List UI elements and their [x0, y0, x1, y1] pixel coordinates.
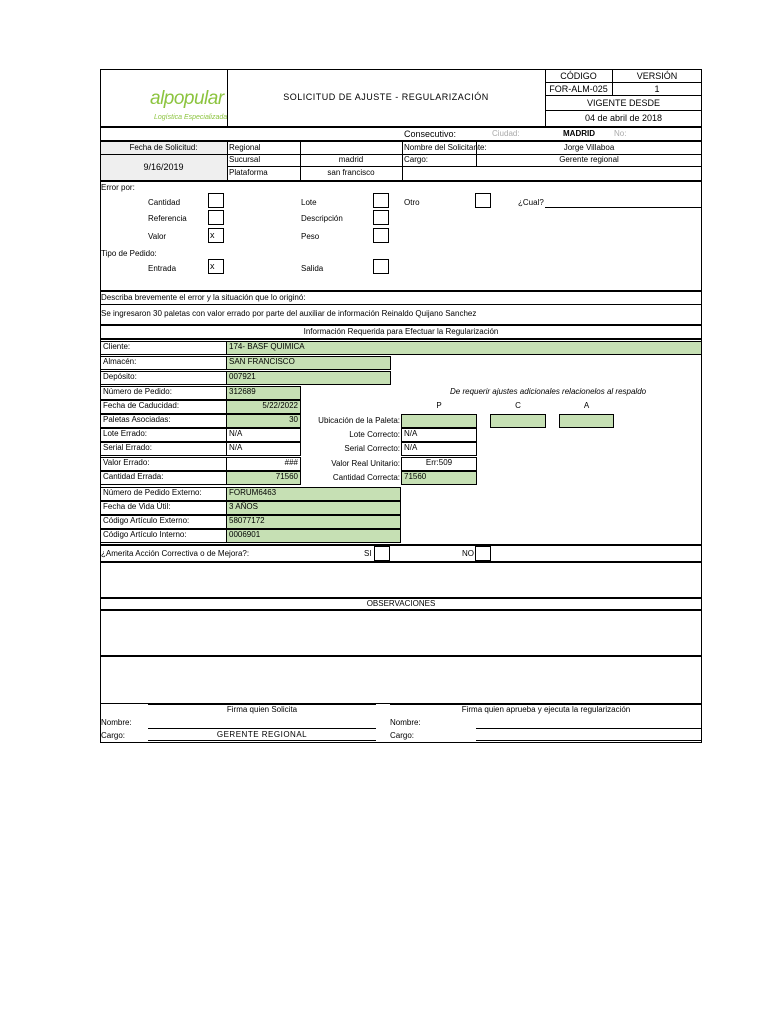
cargo-right-label: Cargo:: [390, 731, 415, 740]
descripcion-label: Descripción: [301, 214, 343, 223]
articulo-interno-value: 0006901: [226, 529, 401, 543]
col-a-header: A: [583, 401, 590, 410]
nombre-right-label: Nombre:: [390, 718, 421, 727]
vida-util-label: Fecha de Vida Útil:: [100, 501, 227, 515]
company-logo: alpopular: [150, 88, 224, 109]
form-title: SOLICITUD DE AJUSTE - REGULARIZACIÓN: [283, 92, 489, 102]
valor-checkbox[interactable]: x: [208, 228, 224, 243]
lote-correcto-label: Lote Correcto:: [349, 430, 400, 439]
nombre-left-line[interactable]: [148, 728, 376, 729]
vida-util-value: 3 AÑOS: [226, 501, 401, 515]
describe-text: Se ingresaron 30 paletas con valor errado por parte del auxiliar de información Reinaldo Quijano Sanchez: [101, 309, 477, 318]
pedido-externo-label: Número de Pedido Externo:: [100, 487, 227, 501]
observaciones-title: OBSERVACIONES: [366, 599, 436, 608]
cual-input-line[interactable]: [545, 207, 701, 208]
accion-no-label: NO: [462, 549, 474, 558]
lote-errado-value: N/A: [226, 428, 301, 442]
firma-solicita-label: Firma quien Solicita: [226, 705, 298, 714]
articulo-externo-value: 58077172: [226, 515, 401, 529]
cargo-value: Gerente regional: [559, 155, 619, 164]
fecha-label: Fecha de Solicitud:: [129, 143, 198, 152]
referencia-checkbox[interactable]: [208, 210, 224, 225]
valor-real-value: Err:509: [401, 457, 477, 471]
otro-checkbox[interactable]: [475, 193, 491, 208]
valor-errado-label: Valor Errado:: [100, 457, 227, 471]
sucursal-label: Sucursal: [229, 155, 261, 164]
serial-errado-value: N/A: [226, 442, 301, 456]
error-section: [100, 181, 702, 291]
observaciones-area[interactable]: [100, 610, 702, 656]
nombre-solicitante-label: Nombre del Solicitante:: [404, 143, 487, 152]
observaciones-area-2[interactable]: [100, 656, 702, 704]
articulo-externo-label: Código Artículo Externo:: [100, 515, 227, 529]
pedido-externo-value: FORUM6463: [226, 487, 401, 501]
salida-label: Salida: [301, 264, 324, 273]
regional-label: Regional: [229, 143, 261, 152]
ubicacion-a-input[interactable]: [559, 414, 614, 428]
ciudad-value: MADRID: [563, 129, 595, 138]
cantidad-correcta-value: 71560: [401, 471, 477, 485]
lote-label: Lote: [301, 198, 317, 207]
referencia-label: Referencia: [148, 214, 187, 223]
paletas-label: Paletas Asociadas:: [100, 414, 227, 428]
serial-errado-label: Serial Errado:: [100, 442, 227, 456]
serial-correcto-value: N/A: [401, 442, 477, 456]
plataforma-label: Plataforma: [229, 168, 268, 177]
pedido-label: Número de Pedido:: [100, 386, 227, 400]
col-c-header: C: [515, 401, 521, 410]
accion-si-label: SI: [364, 549, 372, 558]
nombre-left-label: Nombre:: [101, 718, 132, 727]
col-p-header: P: [436, 401, 442, 410]
cantidad-correcta-label: Cantidad Correcta:: [332, 473, 400, 482]
error-por-label: Error por:: [101, 183, 135, 192]
cantidad-checkbox[interactable]: [208, 193, 224, 208]
vigente-label: VIGENTE DESDE: [586, 98, 660, 108]
entrada-checkbox[interactable]: x: [208, 259, 224, 274]
blank-area: [100, 562, 702, 598]
ajustes-note: De requerir ajustes adicionales relacionelos al respaldo: [450, 387, 647, 396]
entrada-label: Entrada: [148, 264, 177, 273]
nombre-right-line[interactable]: [476, 728, 702, 729]
caducidad-label: Fecha de Caducidad:: [100, 400, 227, 414]
cantidad-label: Cantidad: [148, 198, 181, 207]
required-title: Información Requerida para Efectuar la Regularización: [303, 327, 499, 336]
ubicacion-p-input[interactable]: [401, 414, 477, 428]
cliente-value: 174- BASF QUIMICA: [226, 341, 702, 355]
accion-no-checkbox[interactable]: [475, 546, 491, 561]
lote-checkbox[interactable]: [373, 193, 389, 208]
paletas-value: 30: [226, 414, 301, 428]
cliente-label: Cliente:: [100, 341, 227, 355]
fecha-value: 9/16/2019: [143, 162, 184, 172]
accion-si-checkbox[interactable]: [374, 546, 390, 561]
vigente-value: 04 de abril de 2018: [584, 113, 663, 123]
nombre-solicitante-value: Jorge Villaboa: [563, 143, 615, 152]
sucursal-value: madrid: [338, 155, 364, 164]
plataforma-value: san francisco: [327, 168, 375, 177]
cargo-right-line[interactable]: [476, 740, 702, 741]
cargo-left-label: Cargo:: [101, 731, 126, 740]
codigo-value: FOR-ALM-025: [549, 84, 608, 94]
cargo-label: Cargo:: [404, 155, 429, 164]
serial-correcto-label: Serial Correcto:: [344, 444, 400, 453]
codigo-label: CÓDIGO: [560, 71, 597, 81]
version-label: VERSIÓN: [636, 71, 678, 81]
peso-label: Peso: [301, 232, 320, 241]
peso-checkbox[interactable]: [373, 228, 389, 243]
almacen-label: Almacén:: [100, 356, 227, 370]
cargo-left-value: GERENTE REGIONAL: [216, 730, 308, 739]
valor-label: Valor: [148, 232, 167, 241]
consecutivo-row: [100, 127, 702, 141]
descripcion-checkbox[interactable]: [373, 210, 389, 225]
lote-errado-label: Lote Errado:: [100, 428, 227, 442]
lote-correcto-value: N/A: [401, 428, 477, 442]
deposito-label: Depósito:: [100, 371, 227, 385]
otro-label: Otro: [404, 198, 420, 207]
salida-checkbox[interactable]: [373, 259, 389, 274]
cantidad-errada-label: Cantidad Errada:: [100, 471, 227, 485]
version-value: 1: [654, 84, 660, 94]
cual-label: ¿Cual?: [518, 198, 544, 207]
logo-tagline: Logística Especializada: [154, 114, 228, 121]
almacen-value: SAN FRANCISCO: [226, 356, 391, 370]
caducidad-value: 5/22/2022: [226, 400, 301, 414]
deposito-value: 007921: [226, 371, 391, 385]
valor-real-label: Valor Real Unitario:: [331, 459, 400, 468]
ubicacion-c-input[interactable]: [490, 414, 546, 428]
accion-label: ¿Amerita Acción Correctiva o de Mejora?:: [101, 549, 250, 558]
cargo-left-line[interactable]: [148, 740, 376, 741]
cantidad-errada-value: 71560: [226, 471, 301, 485]
valor-errado-value: ###: [226, 457, 301, 471]
articulo-interno-label: Código Artículo Interno:: [100, 529, 227, 543]
pedido-value: 312689: [226, 386, 301, 400]
consecutivo-label: Consecutivo:: [404, 129, 457, 139]
firma-aprueba-label: Firma quien aprueba y ejecuta la regularización: [461, 705, 631, 714]
tipo-pedido-label: Tipo de Pedido:: [101, 249, 157, 258]
describe-label: Describa brevemente el error y la situación que lo originó:: [101, 293, 306, 302]
ciudad-label: Ciudad:: [492, 129, 520, 138]
ubicacion-label: Ubicación de la Paleta:: [318, 416, 400, 425]
no-label: No:: [614, 129, 627, 138]
